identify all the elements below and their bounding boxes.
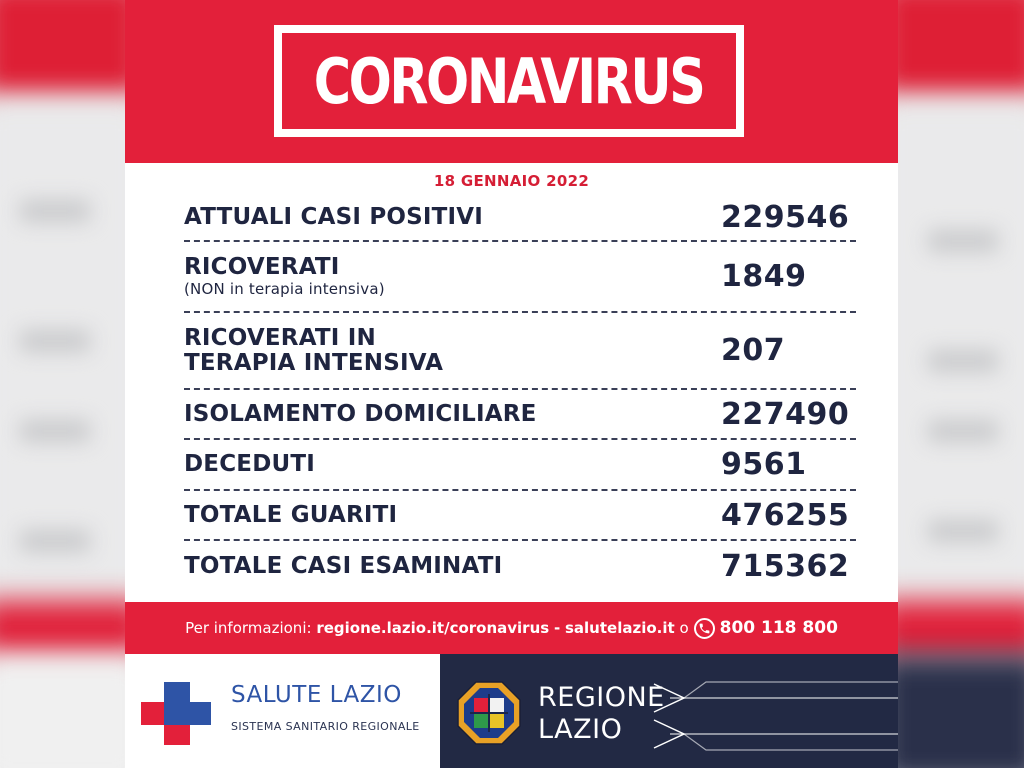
- stat-row-terapia-intensiva: [184, 313, 856, 390]
- stat-label: TOTALE CASI ESAMINATI: [184, 552, 503, 579]
- stat-sublabel: (NON in terapia intensiva): [184, 280, 385, 298]
- stat-row-ricoverati: [184, 242, 856, 313]
- regione-lazio-logo: [440, 654, 898, 768]
- bulletin-date: 18 GENNAIO 2022: [433, 172, 590, 190]
- info-separator: -: [553, 619, 561, 637]
- phone-icon: [694, 618, 715, 639]
- stat-label: RICOVERATI: [184, 254, 340, 280]
- regione-emblem-icon: [456, 680, 522, 746]
- stat-label: RICOVERATI IN: [184, 324, 376, 351]
- info-link-salute[interactable]: salutelazio.it: [564, 619, 675, 637]
- stat-row-casi-esaminati: [184, 541, 856, 591]
- background-right: [898, 0, 1024, 768]
- stat-value: 227490: [721, 396, 850, 432]
- header-banner: [125, 0, 898, 163]
- stat-value: 1849: [721, 259, 807, 294]
- bulletin-card: [125, 0, 898, 768]
- salute-lazio-title: SALUTE LAZIO: [231, 682, 402, 708]
- stat-label: ISOLAMENTO DOMICILIARE: [184, 400, 537, 427]
- info-bar: [125, 602, 898, 654]
- info-link-regione[interactable]: regione.lazio.it/coronavirus: [316, 619, 550, 637]
- stat-row-isolamento: [184, 390, 856, 440]
- info-conjunction: o: [679, 619, 689, 637]
- stat-label: ATTUALI CASI POSITIVI: [184, 203, 484, 230]
- stat-label-line2: TERAPIA INTENSIVA: [184, 349, 444, 376]
- stat-row-guariti: [184, 491, 856, 541]
- stat-value: 715362: [721, 548, 850, 584]
- stat-row-deceduti: [184, 440, 856, 491]
- page-title: CORONAVIRUS: [314, 44, 704, 118]
- stat-label-group: [184, 255, 385, 298]
- title-box: [274, 25, 744, 137]
- cross-icon-red-bottom: [164, 725, 190, 745]
- stat-row-positivi: [184, 194, 856, 242]
- stat-value: 476255: [721, 497, 850, 533]
- stat-value: 9561: [721, 447, 807, 482]
- stat-value: 229546: [721, 199, 850, 235]
- info-prefix: Per informazioni:: [185, 619, 312, 637]
- stat-label: TOTALE GUARITI: [184, 501, 398, 528]
- salute-lazio-subtitle: SISTEMA SANITARIO REGIONALE: [231, 720, 420, 733]
- background-left: [0, 0, 125, 768]
- salute-lazio-logo: [125, 654, 440, 768]
- stat-value: 207: [721, 333, 786, 368]
- stats-table: [184, 194, 856, 591]
- stat-label-group: [184, 326, 443, 376]
- regione-title-line1: REGIONE: [538, 682, 665, 713]
- stat-label: DECEDUTI: [184, 451, 316, 477]
- info-phone-number[interactable]: 800 118 800: [719, 618, 838, 638]
- regione-title-line2: LAZIO: [538, 714, 623, 745]
- cross-icon-red-left: [141, 702, 164, 725]
